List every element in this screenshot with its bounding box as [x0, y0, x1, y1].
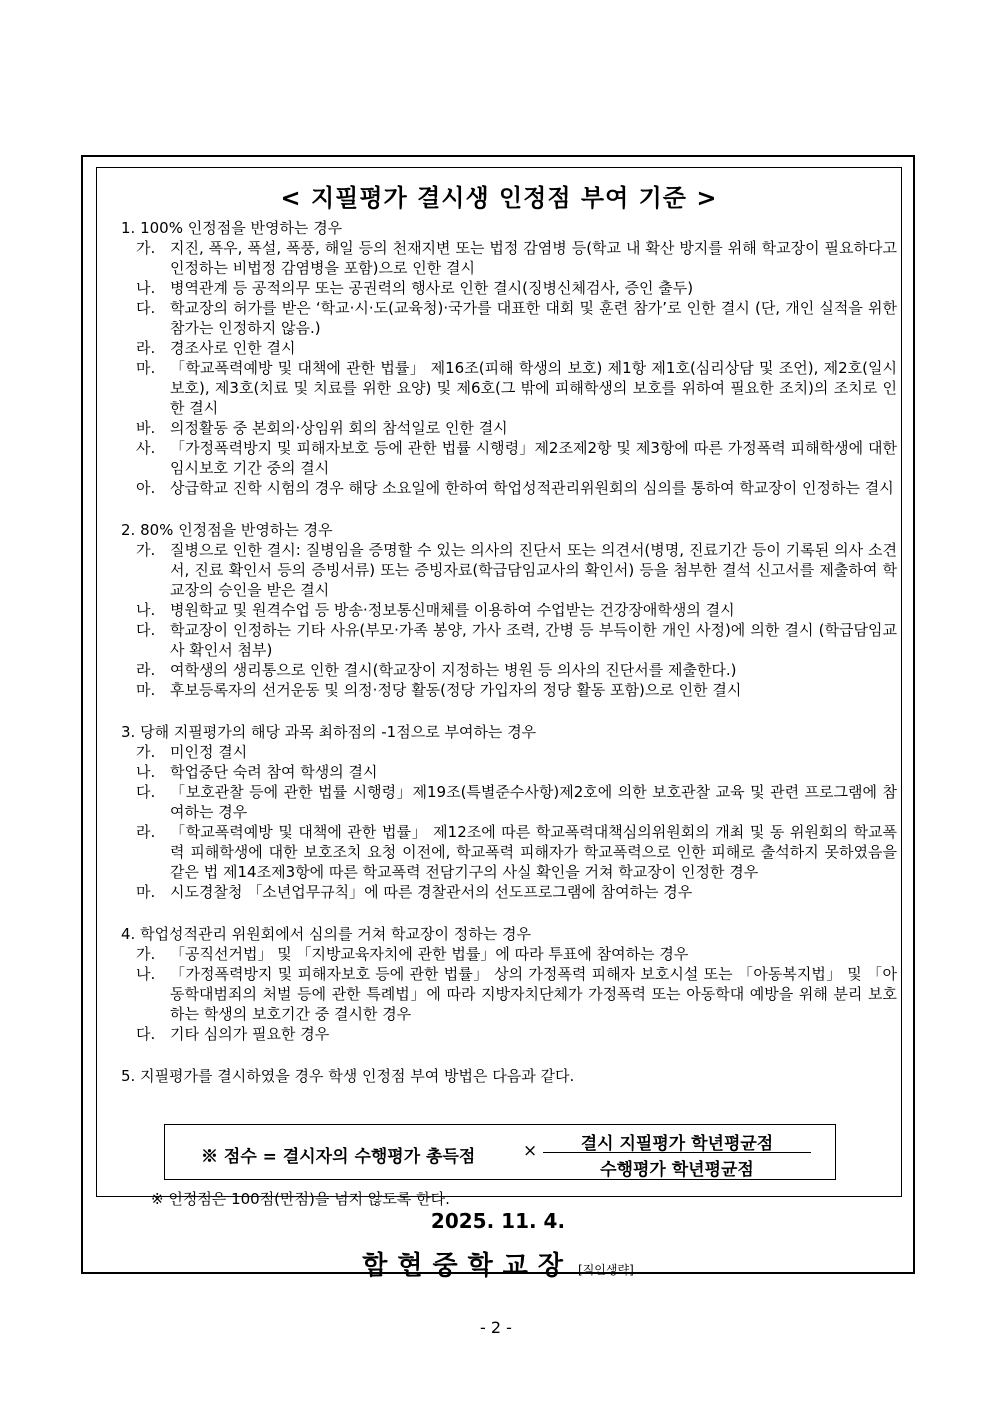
- item-marker: 다.: [136, 783, 156, 801]
- section-heading: 5. 지필평가를 결시하였을 경우 학생 인정점 부여 방법은 다음과 같다.: [121, 1067, 575, 1085]
- item-text: 「가정폭력방지 및 피해자보호 등에 관한 법률」 상의 가정폭력 피해자 보호시설 또는 「아동복지법」 및 「아동학대범죄의 처벌 등에 관한 특례법」에 따라 지방자치단체가 가정폭력 또는 아동학대 예방을 위해 분리 보호하는 학생의 보호기간 중 결시한 경우: [170, 965, 897, 1023]
- score-formula: [164, 1124, 836, 1180]
- formula-times: ×: [523, 1141, 538, 1161]
- item-text: 학업중단 숙려 참여 학생의 결시: [170, 763, 378, 781]
- item-text: 시도경찰청 「소년업무규칙」에 따른 경찰관서의 선도프로그램에 참여하는 경우: [170, 883, 693, 901]
- criteria-item: [121, 944, 901, 964]
- item-text: 학교장의 허가를 받은 ‘학교·시·도(교육청)·국가를 대표한 대회 및 훈련 참가’로 인한 결시 (단, 개인 실적을 위한 참가는 인정하지 않음.): [170, 299, 897, 337]
- item-text: 지진, 폭우, 폭설, 폭풍, 해일 등의 천재지변 또는 법정 감염병 등(학교 내 확산 방지를 위해 학교장이 필요하다고 인정하는 비법정 감염병을 포함)으로 인한 결시: [170, 239, 897, 277]
- section-heading: 1. 100% 인정점을 반영하는 경우: [121, 219, 343, 237]
- criteria-item: [121, 822, 901, 882]
- item-text: 「공직선거법」 및 「지방교육자치에 관한 법률」에 따라 투표에 참여하는 경우: [170, 945, 689, 963]
- item-text: 「학교폭력예방 및 대책에 관한 법률」 제16조(피해 학생의 보호) 제1항 제1호(심리상담 및 조언), 제2호(일시보호), 제3호(치료 및 치료를 위한 요양) 및 제6호(그 밖에 피해학생의 보호를 위하여 필요한 조치)의 조치로 인한 결시: [170, 359, 897, 417]
- item-marker: 나.: [136, 965, 156, 983]
- criteria-item: [121, 600, 901, 620]
- criteria-item: [121, 358, 901, 418]
- criteria-item: [121, 298, 901, 338]
- item-marker: 다.: [136, 1025, 156, 1043]
- item-marker: 다.: [136, 621, 156, 639]
- criteria-item: [121, 338, 901, 358]
- criteria-item: [121, 742, 901, 762]
- item-marker: 가.: [136, 239, 156, 257]
- document-frame: [81, 155, 915, 1281]
- criteria-item: [121, 620, 901, 660]
- criteria-item: [121, 540, 901, 600]
- item-marker: 바.: [136, 419, 156, 437]
- criteria-item: [121, 660, 901, 680]
- item-marker: 나.: [136, 279, 156, 297]
- item-marker: 라.: [136, 823, 156, 841]
- page-number: - 2 -: [480, 1318, 512, 1337]
- item-marker: 라.: [136, 339, 156, 357]
- principal-signature: [83, 1245, 913, 1282]
- item-text: 질병으로 인한 결시: 질병임을 증명할 수 있는 의사의 진단서 또는 의견서(병명, 진료기간 등이 기록된 의사 소견서, 진료 확인서 등의 증빙서류) 또는 증빙자료(학급담임교사의 확인서) 등을 첨부한 결석 신고서를 제출하여 학교장의 승인을 받은 결시: [170, 541, 897, 599]
- criteria-item: [121, 278, 901, 298]
- seal-note: [직인생략]: [578, 1263, 634, 1277]
- item-text: 의정활동 중 본회의·상임위 회의 참석일로 인한 결시: [170, 419, 508, 437]
- item-marker: 가.: [136, 945, 156, 963]
- item-marker: 나.: [136, 763, 156, 781]
- section-heading: 2. 80% 인정점을 반영하는 경우: [121, 521, 333, 539]
- formula-left: ※ 점수 = 결시자의 수행평가 총득점: [201, 1147, 476, 1167]
- item-text: 여학생의 생리통으로 인한 결시(학교장이 지정하는 병원 등 의사의 진단서를 제출한다.): [170, 661, 737, 679]
- section-gap: [121, 700, 901, 722]
- item-text: 학교장이 인정하는 기타 사유(부모·가족 봉양, 가사 조력, 간병 등 부득이한 개인 사정)에 의한 결시 (학급담임교사 확인서 첨부): [170, 621, 897, 659]
- criteria-sections: [121, 218, 901, 1086]
- item-text: 미인정 결시: [170, 743, 248, 761]
- document-title: < 지필평가 결시생 인정점 부여 기준 >: [280, 184, 718, 212]
- item-text: 기타 심의가 필요한 경우: [170, 1025, 330, 1043]
- criteria-item: [121, 418, 901, 438]
- criteria-box: [96, 167, 902, 1208]
- section-heading: 3. 당해 지필평가의 해당 과목 최하점의 -1점으로 부여하는 경우: [121, 723, 537, 741]
- criteria-item: [121, 782, 901, 822]
- criteria-item: [121, 1024, 901, 1044]
- formula-numerator: 결시 지필평가 학년평균점: [580, 1134, 774, 1154]
- section-gap: [121, 1044, 901, 1066]
- formula-denominator: 수행평가 학년평균점: [600, 1160, 754, 1180]
- issue-date: 2025. 11. 4.: [430, 1209, 566, 1233]
- item-text: 후보등록자의 선거운동 및 의정·정당 활동(정당 가입자의 정당 활동 포함)으로 인한 결시: [170, 681, 742, 699]
- item-marker: 라.: [136, 661, 156, 679]
- score-cap-note: ※ 인정점은 100점(만점)을 넘지 않도록 한다.: [151, 1190, 450, 1208]
- section-gap: [121, 902, 901, 924]
- section-gap: [121, 498, 901, 520]
- item-text: 「가정폭력방지 및 피해자보호 등에 관한 법률 시행령」제2조제2항 및 제3항에 따른 가정폭력 피해학생에 대한 임시보호 기간 중의 결시: [170, 439, 897, 477]
- criteria-item: [121, 964, 901, 1024]
- item-marker: 가.: [136, 743, 156, 761]
- item-marker: 사.: [136, 439, 156, 457]
- item-text: 「학교폭력예방 및 대책에 관한 법률」 제12조에 따른 학교폭력대책심의위원회의 개최 및 동 위원회의 학교폭력 피해학생에 대한 보호조치 요청 이전에, 학교폭력 피해자가 학교폭력으로 인한 피해로 출석하지 못하였음을 같은 법 제14조제3항에 따른 학교폭력 전담기구의 사실 확인을 거쳐 학교장이 인정한 경우: [170, 823, 897, 881]
- principal-name: 함현중학교장: [362, 1251, 573, 1281]
- item-text: 병원학교 및 원격수업 등 방송·정보통신매체를 이용하여 수업받는 건강장애학생의 결시: [170, 601, 735, 619]
- item-marker: 가.: [136, 541, 156, 559]
- item-marker: 다.: [136, 299, 156, 317]
- criteria-item: [121, 882, 901, 902]
- criteria-item: [121, 478, 901, 498]
- fraction-bar: [543, 1152, 811, 1153]
- item-text: 경조사로 인한 결시: [170, 339, 296, 357]
- item-marker: 아.: [136, 479, 156, 497]
- item-text: 상급학교 진학 시험의 경우 해당 소요일에 한하여 학업성적관리위원회의 심의를 통하여 학교장이 인정하는 결시: [170, 479, 894, 497]
- item-text: 「보호관찰 등에 관한 법률 시행령」제19조(특별준수사항)제2호에 의한 보호관찰 교육 및 관련 프로그램에 참여하는 경우: [170, 783, 897, 821]
- item-text: 병역관계 등 공적의무 또는 공권력의 행사로 인한 결시(징병신체검사, 증인 출두): [170, 279, 694, 297]
- item-marker: 마.: [136, 681, 156, 699]
- criteria-item: [121, 680, 901, 700]
- criteria-item: [121, 762, 901, 782]
- item-marker: 마.: [136, 359, 156, 377]
- item-marker: 마.: [136, 883, 156, 901]
- section-heading: 4. 학업성적관리 위원회에서 심의를 거쳐 학교장이 정하는 경우: [121, 925, 531, 943]
- criteria-item: [121, 238, 901, 278]
- item-marker: 나.: [136, 601, 156, 619]
- criteria-item: [121, 438, 901, 478]
